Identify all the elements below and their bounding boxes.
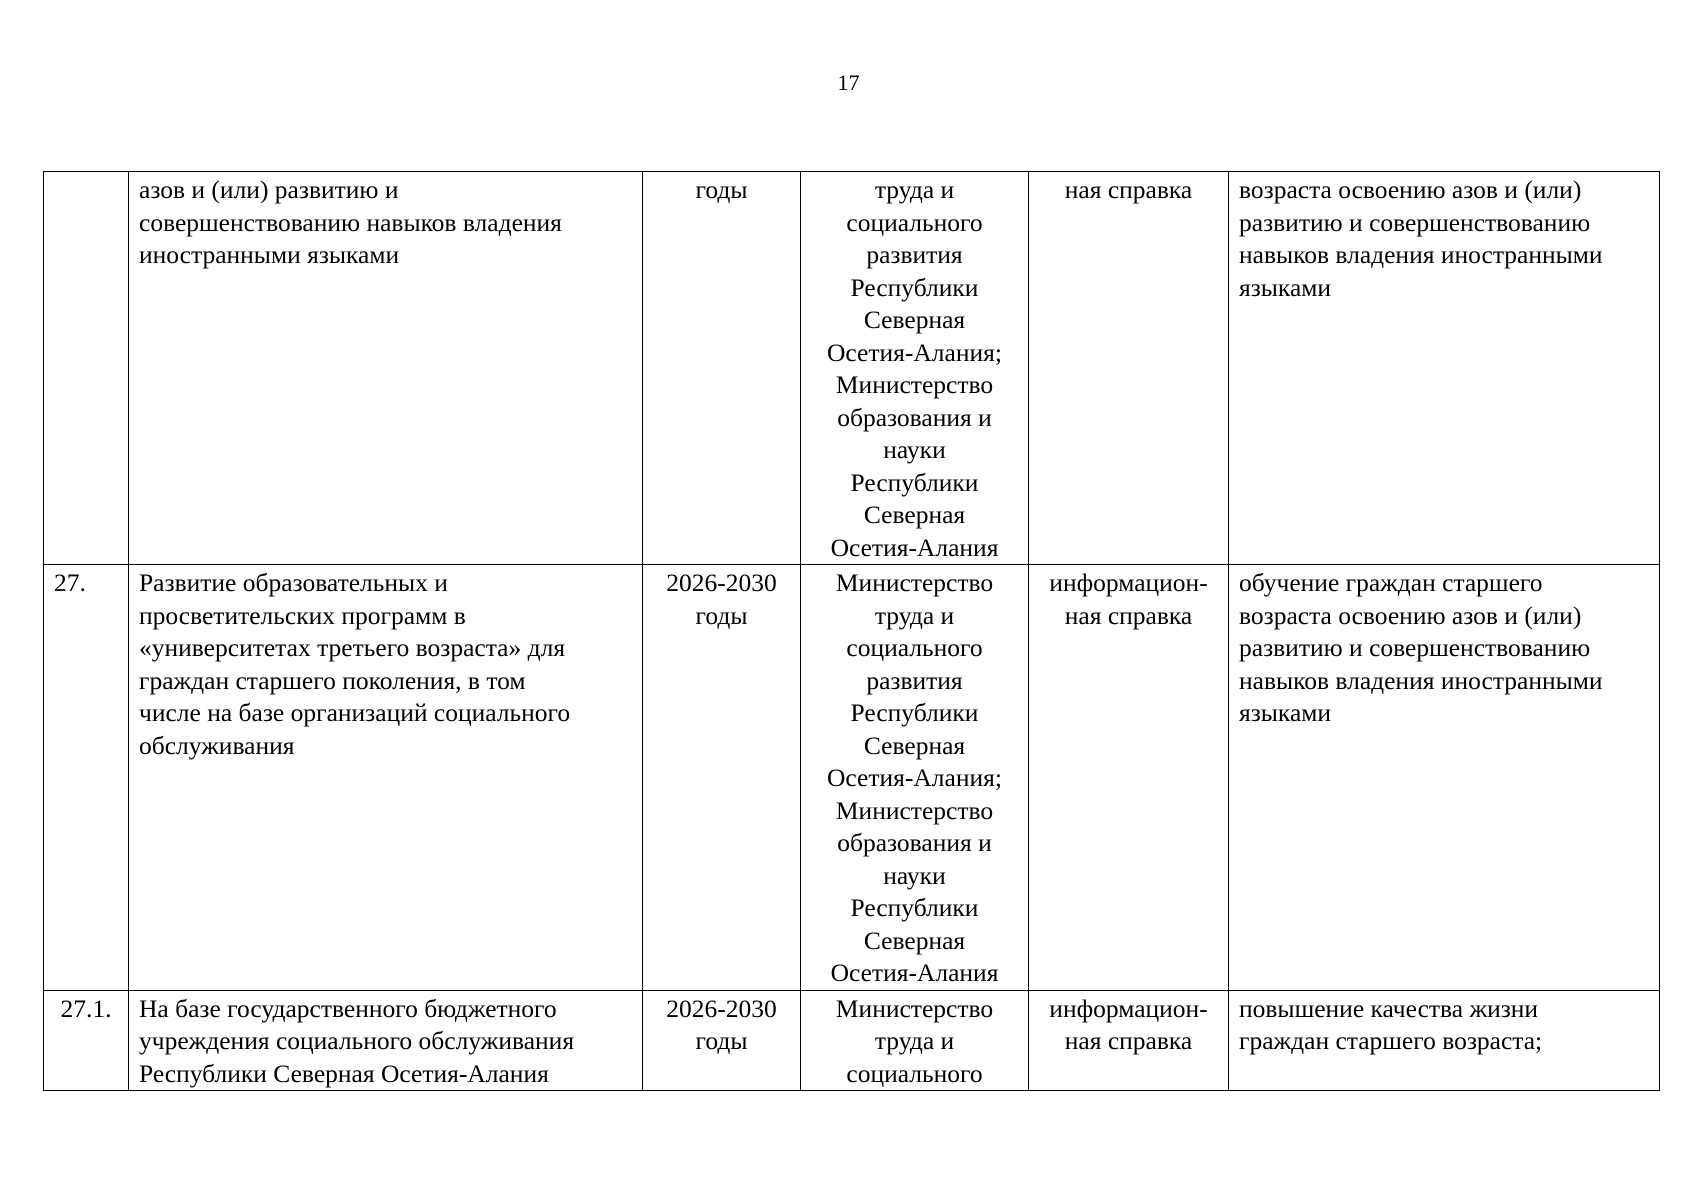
cell-expected-result xyxy=(1229,172,1660,565)
cell-text-line: Осетия-Алания; xyxy=(827,337,1002,367)
cell-text-line: Министерство xyxy=(835,993,994,1023)
cell-text: 27.1. xyxy=(60,993,112,1023)
cell-period xyxy=(643,565,801,991)
cell-text-line: Осетия-Алания; xyxy=(827,763,1002,792)
cell-text-line: азов и (или) развитию и xyxy=(139,175,399,204)
cell-text-line: иностранными языками xyxy=(139,240,400,269)
cell-text-line: Республики xyxy=(850,893,979,922)
cell-report-form xyxy=(1029,172,1229,565)
cell-text-line: навыков владения иностранными xyxy=(1239,240,1603,269)
cell-text-line: обучение граждан старшего xyxy=(1239,568,1543,597)
cell-measure-title xyxy=(129,172,643,565)
table-row xyxy=(44,565,1660,991)
cell-text: 27. xyxy=(54,568,86,597)
cell-text-line: науки xyxy=(883,860,946,890)
cell-executor xyxy=(801,172,1029,565)
cell-text-line: совершенствованию навыков владения xyxy=(139,207,562,237)
cell-text-line: Осетия-Алания xyxy=(830,532,999,562)
cell-measure-title xyxy=(129,990,643,1091)
cell-text-line: Северная xyxy=(863,730,966,760)
cell-text-line: годы xyxy=(695,600,748,630)
cell-text-line: труда и xyxy=(874,600,955,630)
cell-text-line: науки xyxy=(883,435,946,464)
cell-text-line: годы xyxy=(695,1026,748,1055)
cell-report-form xyxy=(1029,565,1229,991)
cell-text-line: Развитие образовательных и xyxy=(139,568,448,597)
cell-report-form xyxy=(1029,990,1229,1091)
cell-text-line: 2026-2030 xyxy=(666,568,777,597)
measures-table xyxy=(43,171,1660,1091)
cell-text-line: обслуживания xyxy=(139,730,295,760)
cell-executor xyxy=(801,990,1029,1091)
cell-text-line: образования и xyxy=(837,402,992,432)
cell-text-line: «университетах третьего возраста» для xyxy=(139,633,566,662)
cell-text-line: возраста освоению азов и (или) xyxy=(1239,175,1582,204)
cell-number xyxy=(44,172,129,565)
cell-text-line: труда и xyxy=(874,175,955,204)
cell-text-line: числе на базе организаций социального xyxy=(139,698,571,727)
cell-text-line: Республики xyxy=(850,467,979,497)
cell-text-line: Северная xyxy=(863,500,966,529)
cell-number xyxy=(44,565,129,991)
table-row xyxy=(44,990,1660,1091)
table-row xyxy=(44,172,1660,565)
cell-text-line: Министерство xyxy=(835,370,994,399)
cell-executor xyxy=(801,565,1029,991)
cell-text-line: граждан старшего поколения, в том xyxy=(139,665,526,695)
cell-text-line: языками xyxy=(1239,272,1332,302)
cell-text-line: языками xyxy=(1239,698,1332,727)
cell-text-line: труда и xyxy=(874,1026,955,1055)
cell-text-line: учреждения социального обслуживания xyxy=(139,1026,575,1055)
cell-text-line: навыков владения иностранными xyxy=(1239,665,1603,695)
cell-text-line: развития xyxy=(866,240,963,269)
cell-text-line: ная справка xyxy=(1064,600,1193,630)
cell-text-line: информацион- xyxy=(1049,568,1208,597)
cell-text-line: Осетия-Алания xyxy=(830,958,999,987)
cell-text-line: Республики xyxy=(850,272,979,302)
cell-number xyxy=(44,990,129,1091)
cell-text-line: Республики xyxy=(850,698,979,727)
cell-text-line: социального xyxy=(846,207,983,237)
cell-text-line: образования и xyxy=(837,828,992,857)
cell-text-line: граждан старшего возраста; xyxy=(1239,1026,1543,1055)
cell-text-line: развития xyxy=(866,665,963,695)
cell-text-line: Северная xyxy=(863,305,966,334)
cell-period xyxy=(643,990,801,1091)
cell-text-line: На базе государственного бюджетного xyxy=(139,993,557,1023)
cell-text-line: ная справка xyxy=(1064,1026,1193,1055)
cell-text-line: Северная xyxy=(863,925,966,955)
cell-text-line: социального xyxy=(846,1058,983,1088)
cell-text-line: развитию и совершенствованию xyxy=(1239,633,1591,662)
cell-text-line: информацион- xyxy=(1049,993,1208,1023)
cell-text-line: развитию и совершенствованию xyxy=(1239,207,1591,237)
cell-text-line: Республики Северная Осетия-Алания xyxy=(139,1058,549,1088)
cell-text-line: годы xyxy=(695,175,748,204)
cell-measure-title xyxy=(129,565,643,991)
cell-text-line: Министерство xyxy=(835,795,994,825)
page-number: 17 xyxy=(837,70,860,95)
cell-text-line: Министерство xyxy=(835,568,994,597)
cell-text-line: ная справка xyxy=(1064,175,1193,204)
cell-text-line: социального xyxy=(846,633,983,662)
cell-expected-result xyxy=(1229,565,1660,991)
cell-text-line: повышение качества жизни xyxy=(1239,993,1539,1023)
cell-expected-result xyxy=(1229,990,1660,1091)
cell-text-line: просветительских программ в xyxy=(139,600,466,630)
cell-text-line: 2026-2030 xyxy=(666,993,777,1023)
cell-text-line: возраста освоению азов и (или) xyxy=(1239,600,1582,630)
cell-period xyxy=(643,172,801,565)
